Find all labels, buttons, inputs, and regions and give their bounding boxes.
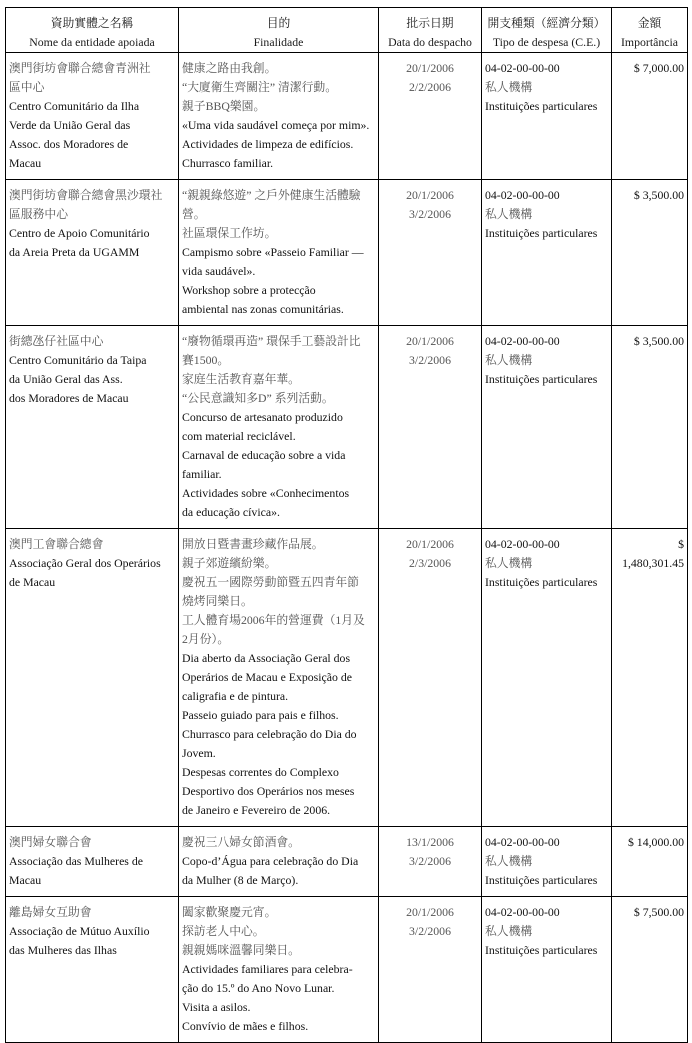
type-cell bbox=[482, 827, 612, 897]
purpose-zh: 慶祝五一國際勞動節暨五四青年節 bbox=[182, 575, 359, 589]
expense-type: 私人機構 bbox=[485, 854, 533, 868]
dispatch-date: 13/1/2006 bbox=[406, 835, 454, 849]
amount-cell bbox=[612, 897, 688, 1043]
entity-name-pt: dos Moradores de Macau bbox=[9, 391, 129, 405]
entity-cell bbox=[6, 180, 179, 326]
purpose-pt: Actividades sobre «Conhecimentos bbox=[182, 486, 350, 500]
type-cell bbox=[482, 897, 612, 1043]
entity-name-pt: Macau bbox=[9, 156, 42, 170]
expense-type: Instituições particulares bbox=[485, 943, 598, 957]
purpose-zh: 親子郊遊繽紛樂。 bbox=[182, 556, 277, 570]
purpose-zh: 慶祝三八婦女節酒會。 bbox=[182, 835, 300, 849]
dispatch-date: 3/2/2006 bbox=[409, 924, 451, 938]
dispatch-date: 20/1/2006 bbox=[406, 61, 454, 75]
entity-name-zh: 區中心 bbox=[9, 80, 45, 94]
entity-name-zh: 離島婦女互助會 bbox=[9, 905, 92, 919]
purpose-zh: “廢物循環再造” 環保手工藝設計比 bbox=[182, 334, 361, 348]
purpose-pt: Copo-d’Água para celebração do Dia bbox=[182, 854, 359, 868]
date-cell bbox=[379, 53, 482, 180]
purpose-zh: 2月份）。 bbox=[182, 632, 230, 646]
amount-cell bbox=[612, 529, 688, 827]
amount-header-pt: Importância bbox=[621, 35, 678, 49]
expense-type: 04-02-00-00-00 bbox=[485, 188, 560, 202]
dispatch-date: 20/1/2006 bbox=[406, 188, 454, 202]
entity-cell bbox=[6, 827, 179, 897]
table-row bbox=[6, 180, 688, 326]
amount-cell bbox=[612, 827, 688, 897]
entity-cell bbox=[6, 897, 179, 1043]
expense-type: 私人機構 bbox=[485, 556, 533, 570]
expense-type: 04-02-00-00-00 bbox=[485, 61, 560, 75]
expense-type: 私人機構 bbox=[485, 207, 533, 221]
header-row bbox=[6, 8, 688, 53]
entity-name-pt: Centro de Apoio Comunitário bbox=[9, 226, 150, 240]
amount-value: $ 14,000.00 bbox=[627, 835, 684, 849]
purpose-pt: Concurso de artesanato produzido bbox=[182, 410, 343, 424]
purpose-zh: 家庭生活教育嘉年華。 bbox=[182, 372, 300, 386]
entity-cell bbox=[6, 529, 179, 827]
amount-cell bbox=[612, 326, 688, 529]
purpose-pt: Actividades familiares para celebra- bbox=[182, 962, 353, 976]
table-row bbox=[6, 827, 688, 897]
table-row bbox=[6, 53, 688, 180]
purpose-pt: «Uma vida saudável começa por mim». bbox=[182, 118, 370, 132]
entity-name-pt: Assoc. dos Moradores de bbox=[9, 137, 129, 151]
table-row bbox=[6, 326, 688, 529]
purpose-pt: Actividades de limpeza de edifícios. bbox=[182, 137, 354, 151]
date-cell bbox=[379, 180, 482, 326]
dispatch-date: 3/2/2006 bbox=[409, 207, 451, 221]
entity-cell bbox=[6, 53, 179, 180]
purpose-zh: 健康之路由我創。 bbox=[182, 61, 277, 75]
purpose-pt: da educação cívica». bbox=[182, 505, 280, 519]
purpose-cell bbox=[179, 53, 379, 180]
entity-name-zh: 澳門工會聯合總會 bbox=[9, 537, 104, 551]
table-row bbox=[6, 529, 688, 827]
entity-name-zh: 澳門婦女聯合會 bbox=[9, 835, 92, 849]
expense-type: 04-02-00-00-00 bbox=[485, 835, 560, 849]
purpose-pt: com material reciclável. bbox=[182, 429, 296, 443]
expense-type: Instituições particulares bbox=[485, 372, 598, 386]
purpose-zh: 工人體育場2006年的營運費（1月及 bbox=[182, 613, 365, 627]
purpose-pt: Despesas correntes do Complexo bbox=[182, 765, 339, 779]
expense-type: Instituições particulares bbox=[485, 226, 598, 240]
amount-value: $ 7,500.00 bbox=[633, 905, 684, 919]
expense-type: 04-02-00-00-00 bbox=[485, 334, 560, 348]
purpose-pt: Convívio de mães e filhos. bbox=[182, 1019, 309, 1033]
purpose-pt: ambiental nas zonas comunitárias. bbox=[182, 302, 344, 316]
dispatch-date: 2/2/2006 bbox=[409, 80, 451, 94]
entity-name-zh: 澳門街坊會聯合總會黑沙環社 bbox=[9, 188, 163, 202]
purpose-cell bbox=[179, 180, 379, 326]
entity-name-pt: Associação de Mútuo Auxílio bbox=[9, 924, 150, 938]
entity-name-zh: 區服務中心 bbox=[9, 207, 68, 221]
purpose-pt: Churrasco para celebração do Dia do bbox=[182, 727, 357, 741]
entity-name-pt: Associação das Mulheres de bbox=[9, 854, 143, 868]
expense-type: 私人機構 bbox=[485, 80, 533, 94]
entity-header-pt: Nome da entidade apoiada bbox=[29, 35, 155, 49]
entity-cell bbox=[6, 326, 179, 529]
date-cell bbox=[379, 326, 482, 529]
purpose-pt: Churrasco familiar. bbox=[182, 156, 274, 170]
purpose-pt: Passeio guiado para pais e filhos. bbox=[182, 708, 339, 722]
expense-type: 私人機構 bbox=[485, 924, 533, 938]
dispatch-date: 20/1/2006 bbox=[406, 334, 454, 348]
expense-type: 04-02-00-00-00 bbox=[485, 905, 560, 919]
dispatch-date: 20/1/2006 bbox=[406, 905, 454, 919]
type-header-zh: 開支種類（經濟分類） bbox=[487, 16, 606, 30]
entity-name-pt: Macau bbox=[9, 873, 42, 887]
purpose-zh: 燒烤同樂日。 bbox=[182, 594, 253, 608]
amount-value: $ 3,500.00 bbox=[633, 334, 684, 348]
table-row bbox=[6, 897, 688, 1043]
purpose-zh: 賽1500。 bbox=[182, 353, 230, 367]
purpose-zh: 社區環保工作坊。 bbox=[182, 226, 277, 240]
amount-cell bbox=[612, 180, 688, 326]
purpose-pt: Visita a asilos. bbox=[182, 1000, 251, 1014]
purpose-pt: vida saudável». bbox=[182, 264, 256, 278]
purpose-zh: 親子BBQ樂園。 bbox=[182, 99, 266, 113]
dispatch-date: 2/3/2006 bbox=[409, 556, 451, 570]
expense-type: Instituições particulares bbox=[485, 873, 598, 887]
purpose-pt: de Janeiro e Fevereiro de 2006. bbox=[182, 803, 331, 817]
entity-name-pt: Centro Comunitário da Taipa bbox=[9, 353, 147, 367]
purpose-zh: 探訪老人中心。 bbox=[182, 924, 265, 938]
entity-name-pt: Centro Comunitário da Ilha bbox=[9, 99, 140, 113]
purpose-zh: 營。 bbox=[182, 207, 206, 221]
purpose-pt: Campismo sobre «Passeio Familiar — bbox=[182, 245, 364, 259]
type-header bbox=[482, 8, 612, 53]
date-header bbox=[379, 8, 482, 53]
entity-name-pt: da União Geral das Ass. bbox=[9, 372, 123, 386]
amount-header bbox=[612, 8, 688, 53]
date-cell bbox=[379, 897, 482, 1043]
date-cell bbox=[379, 529, 482, 827]
purpose-pt: Desportivo dos Operários nos meses bbox=[182, 784, 355, 798]
expense-type: 私人機構 bbox=[485, 353, 533, 367]
purpose-zh: “公民意識知多D” 系列活動。 bbox=[182, 391, 334, 405]
type-cell bbox=[482, 529, 612, 827]
purpose-pt: Carnaval de educação sobre a vida bbox=[182, 448, 346, 462]
entity-name-pt: Associação Geral dos Operários bbox=[9, 556, 161, 570]
purpose-pt: caligrafia e de pintura. bbox=[182, 689, 289, 703]
type-cell bbox=[482, 53, 612, 180]
purpose-cell bbox=[179, 529, 379, 827]
type-cell bbox=[482, 180, 612, 326]
purpose-pt: familiar. bbox=[182, 467, 222, 481]
dispatch-date: 3/2/2006 bbox=[409, 353, 451, 367]
amount-value: $ 7,000.00 bbox=[633, 61, 684, 75]
entity-name-zh: 街總氹仔社區中心 bbox=[9, 334, 104, 348]
type-header-pt: Tipo de despesa (C.E.) bbox=[492, 35, 601, 49]
dispatch-date: 20/1/2006 bbox=[406, 537, 454, 551]
purpose-zh: 開放日暨書畫珍藏作品展。 bbox=[182, 537, 324, 551]
purpose-pt: Workshop sobre a protecção bbox=[182, 283, 316, 297]
purpose-header-pt: Finalidade bbox=[253, 35, 304, 49]
entity-name-pt: de Macau bbox=[9, 575, 56, 589]
purpose-header bbox=[179, 8, 379, 53]
purpose-header-zh: 目的 bbox=[266, 16, 291, 30]
expense-type: Instituições particulares bbox=[485, 99, 598, 113]
date-cell bbox=[379, 827, 482, 897]
purpose-cell bbox=[179, 326, 379, 529]
purpose-pt: da Mulher (8 de Março). bbox=[182, 873, 299, 887]
expense-type: Instituições particulares bbox=[485, 575, 598, 589]
date-header-pt: Data do despacho bbox=[388, 35, 472, 49]
entity-name-pt: das Mulheres das Ilhas bbox=[9, 943, 117, 957]
purpose-pt: Dia aberto da Associação Geral dos bbox=[182, 651, 351, 665]
amount-value: $ 1,480,301.45 bbox=[622, 537, 684, 570]
purpose-pt: Jovem. bbox=[182, 746, 216, 760]
dispatch-date: 3/2/2006 bbox=[409, 854, 451, 868]
purpose-zh: 親親媽咪溫馨同樂日。 bbox=[182, 943, 300, 957]
entity-header bbox=[6, 8, 179, 53]
entity-header-zh: 資助實體之名稱 bbox=[50, 16, 134, 30]
entity-name-pt: da Areia Preta da UGAMM bbox=[9, 245, 140, 259]
amount-cell bbox=[612, 53, 688, 180]
entity-name-zh: 澳門街坊會聯合總會青洲社 bbox=[9, 61, 151, 75]
purpose-zh: “大廈衛生齊關注” 清潔行動。 bbox=[182, 80, 337, 94]
subsidy-table bbox=[5, 7, 688, 1043]
amount-value: $ 3,500.00 bbox=[633, 188, 684, 202]
purpose-zh: 闔家歡聚慶元宵。 bbox=[182, 905, 277, 919]
purpose-zh: “親親綠悠遊” 之戶外健康生活體驗 bbox=[182, 188, 361, 202]
expense-type: 04-02-00-00-00 bbox=[485, 537, 560, 551]
type-cell bbox=[482, 326, 612, 529]
purpose-cell bbox=[179, 897, 379, 1043]
purpose-pt: Operários de Macau e Exposição de bbox=[182, 670, 353, 684]
amount-header-zh: 金額 bbox=[637, 16, 662, 30]
purpose-cell bbox=[179, 827, 379, 897]
purpose-pt: ção do 15.º do Ano Novo Lunar. bbox=[182, 981, 335, 995]
entity-name-pt: Verde da União Geral das bbox=[9, 118, 131, 132]
date-header-zh: 批示日期 bbox=[406, 16, 454, 30]
